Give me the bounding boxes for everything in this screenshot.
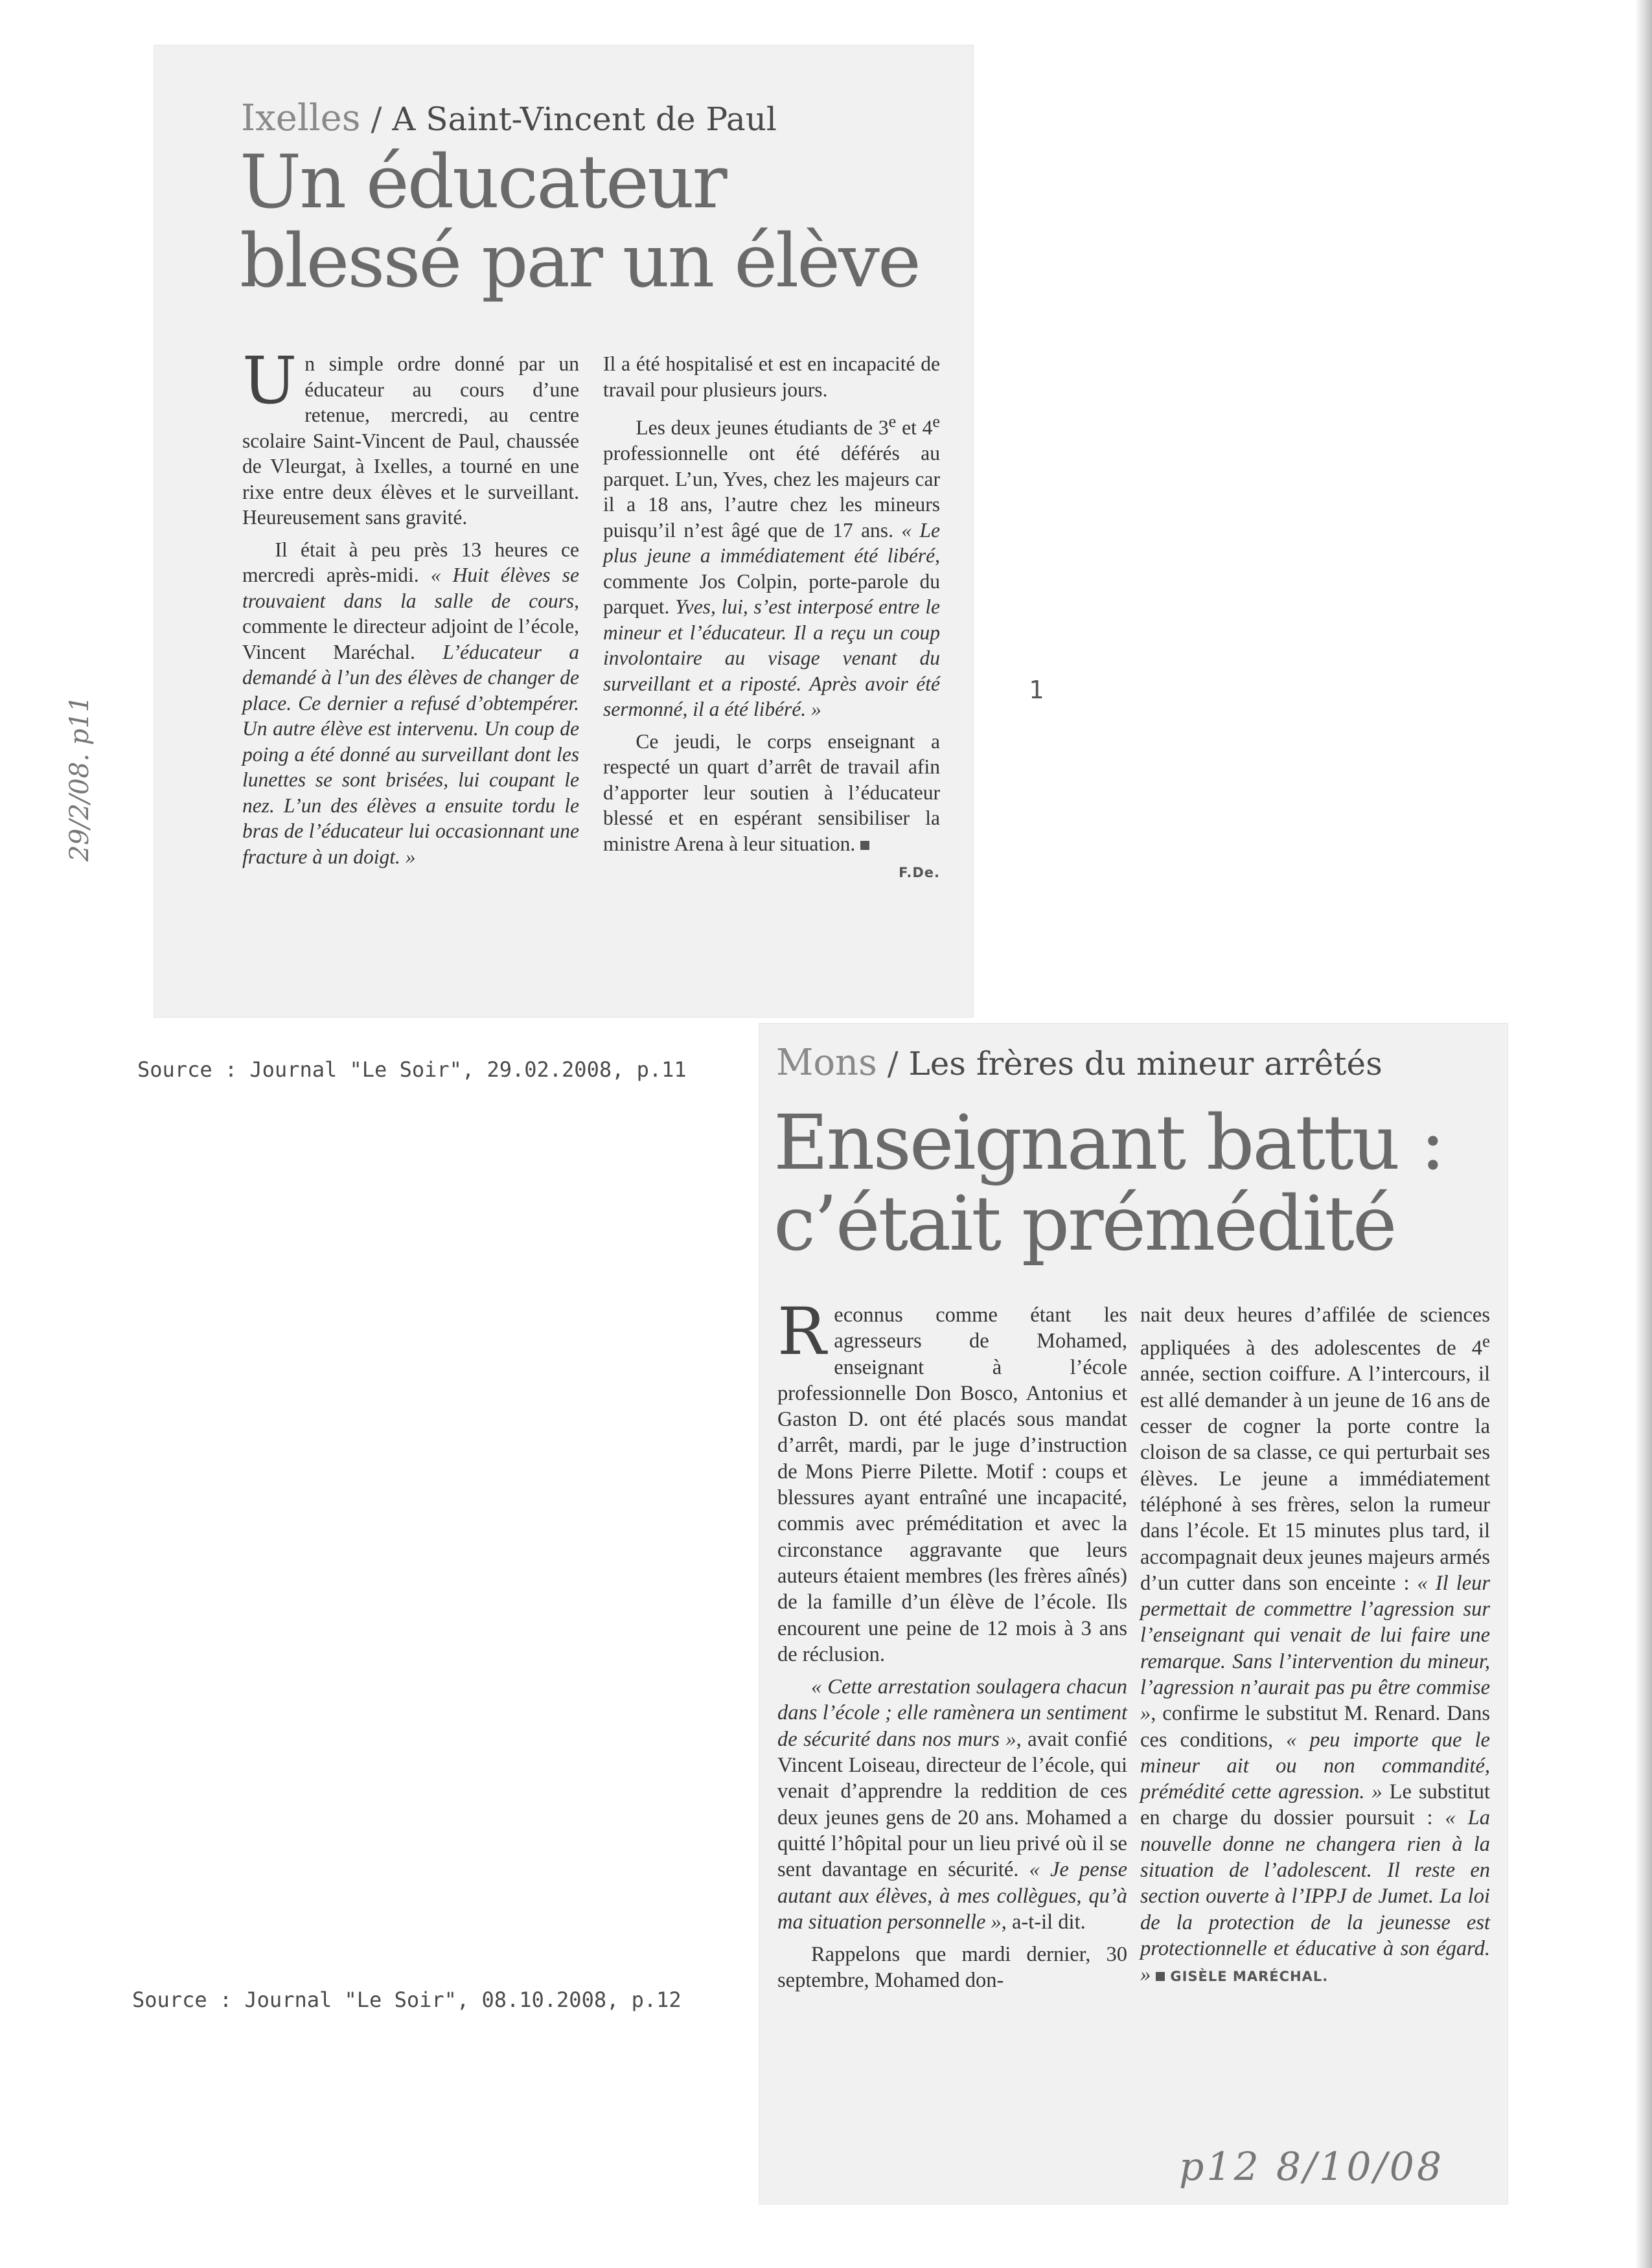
article-paragraph [777,1294,1127,1667]
paragraph-text: professionnelle ont été déférés au parquet. L’un, Yves, chez les majeurs car il a 18 ans, l’autre chez les mineurs puisqu’il n’est âgé que de 17 ans. [603,442,940,542]
paragraph-text: Il a été hospitalisé et est en incapacité de travail pour plusieurs jours. [603,352,940,401]
quote-text: « Le plus jeune a immédiatement été libéré [603,518,940,567]
superscript: e [888,412,897,431]
superscript: e [1482,1331,1490,1351]
quote-text: « Huit élèves se trouvaient dans la salle de cours [242,564,579,612]
quote-text: Yves, lui, s’est interposé entre le mineur et l’éducateur. Il a reçu un coup involontaire au visage venant du surveillant et a riposté. Après avoir été sermonné, il a été libéré. » [603,595,940,720]
end-mark-icon [860,841,869,850]
drop-cap: U [242,343,297,418]
quote-text: « Cette arrestation soulagera chacun dans l’école ; elle ramènera un sentiment de sécurité dans nos murs » [777,1675,1127,1751]
article-headline [774,1099,1499,1268]
headline-line-2: c’était prémédité [774,1180,1395,1268]
article-byline: GISÈLE MARÉCHAL. [1170,1969,1329,1985]
article-paragraph [603,351,940,402]
paragraph-text: , a-t-il dit. [1001,1910,1086,1934]
paragraph-text: Le substitut en charge du dossier poursuit : [1140,1780,1490,1830]
kicker-text: Les frères du mineur arrêtés [908,1045,1382,1082]
paragraph-text: nait deux heures d’affilée de sciences appliquées à des adolescentes de 4 [1140,1303,1490,1360]
paragraph-text: Ce jeudi, le corps enseignant a respecté un quart d’arrêt de travail afin d’apporter leur soutien à l’éducateur blessé et en espérant sensibiliser la ministre Arena à leur situation. [603,729,940,855]
article-column-2 [603,351,940,886]
paragraph-text: , commente le directeur adjoint de l’école, Vincent Maréchal. [242,589,579,663]
article-paragraph [603,409,940,722]
source-caption-1: Source : Journal "Le Soir", 29.02.2008, p.11 [137,1057,687,1082]
paragraph-text: econnus comme étant les agresseurs de Mohamed, enseignant à l’école professionnelle Don Bosco, Antonius et Gaston D. ont été placés sous mandat d’arrêt, mardi, par le juge d’instruction de Mons Pierre Pilette. Motif : coups et blessures ayant entraîné une incapacité, commis avec préméditation et avec la circonstance aggravante que leurs auteurs étaient membres (les frères aînés) de la famille d’un élève de l’école. Ils encourent une peine de 12 mois à 3 ans de réclusion. [777,1303,1127,1666]
paragraph-text: , avait confié Vincent Loiseau, directeur de l’école, qui venait d’apprendre la reddition de ces deux jeunes gens de 20 ans. Mohamed a quitté l’hôpital pour un lieu privé où il se sent davantage en sécurité. [777,1727,1127,1882]
end-mark-icon [1156,1972,1165,1981]
page-number: 1 [1029,676,1044,704]
article-paragraph [777,1674,1127,1935]
handwritten-date-note: p12 8/10/08 [1179,2144,1445,2190]
article-paragraph [1140,1302,1490,1990]
kicker-place: Ixelles [241,97,361,139]
article-column-1 [777,1294,1127,2000]
paragraph-text: Rappelons que mardi dernier, 30 septembre, Mohamed don- [777,1943,1127,1993]
quote-text: « Je pense autant aux élèves, à mes collègues, qu’à ma situation personnelle » [777,1858,1127,1934]
handwritten-date-note: 29/2/08. p11 [65,695,95,862]
paragraph-text: n simple ordre donné par un éducateur au cours d’une retenue, mercredi, au centre scolaire Saint-Vincent de Paul, chaussée de Vleurgat, à Ixelles, a tourné en une rixe entre deux élèves et le surveillant. Heureusement sans gravité. [242,352,579,529]
quote-text: « peu importe que le mineur ait ou non commandité, prémédité cette agression. » [1140,1728,1490,1804]
paragraph-text: , commente Jos Colpin, porte-parole du parquet. [603,544,940,618]
article-byline: F.De. [899,865,940,880]
article-kicker [241,97,777,139]
paragraph-text: , confirme le substitut M. Renard. Dans ces conditions, [1140,1702,1490,1752]
paragraph-text: Les deux jeunes étudiants de 3 [636,416,889,439]
kicker-separator: / [887,1045,909,1082]
superscript: e [932,412,940,431]
drop-cap: R [777,1294,827,1369]
headline-line-1: Enseignant battu : [774,1099,1444,1187]
article-column-2 [1140,1302,1490,1997]
paragraph-text: Il était à peu près 13 heures ce mercredi après-midi. [242,538,579,586]
article-kicker [776,1042,1382,1084]
article-paragraph [242,343,579,531]
kicker-separator: / [371,100,393,138]
article-clipping-ixelles [154,45,973,1017]
quote-text: « La nouvelle donne ne changera rien à la situation de l’adolescent. Il reste en section ouverte à l’IPPJ de Jumet. La loi de la protection de la jeunesse est protectionnelle et éducative à son égard. » [1140,1806,1491,1987]
article-headline: Un éducateur blessé par un élève [240,139,919,304]
article-paragraph [242,537,579,870]
kicker-place: Mons [776,1042,877,1084]
paragraph-text: et 4 [896,416,933,439]
source-caption-2: Source : Journal "Le Soir", 08.10.2008, p.12 [132,1987,682,2012]
article-clipping-mons [759,1024,1508,2204]
kicker-text: A Saint-Vincent de Paul [392,100,777,138]
scanner-edge-shadow [1635,0,1652,2268]
article-paragraph [603,729,940,880]
quote-text: « Il leur permettait de commettre l’agression sur l’enseignant qui venait de lui faire une remarque. Sans l’intervention du mineur, l’agression n’aurait pas pu être commise » [1140,1571,1490,1726]
paragraph-text: année, section coiffure. A l’intercours, il est allé demander à un jeune de 16 ans de cesser de cogner la porte contre la cloison de sa classe, ce qui perturbait ses élèves. Le jeune a immédiatement téléphoné à ses frères, selon la rumeur dans l’école. Et 15 minutes plus tard, il accompagnait deux jeunes majeurs armés d’un cutter dans son enceinte : [1140,1362,1490,1595]
article-column-1 [242,343,580,876]
quote-text: L’éducateur a demandé à l’un des élèves de changer de place. Ce dernier a refusé d’obtempérer. Un autre élève est intervenu. Un coup de poing a été donné au surveillant dont les lunettes se sont brisées, lui coupant le nez. L’un des élèves a ensuite tordu le bras de l’éducateur lui occasionnant une fracture à un doigt. » [242,640,580,868]
article-paragraph [777,1942,1127,1994]
